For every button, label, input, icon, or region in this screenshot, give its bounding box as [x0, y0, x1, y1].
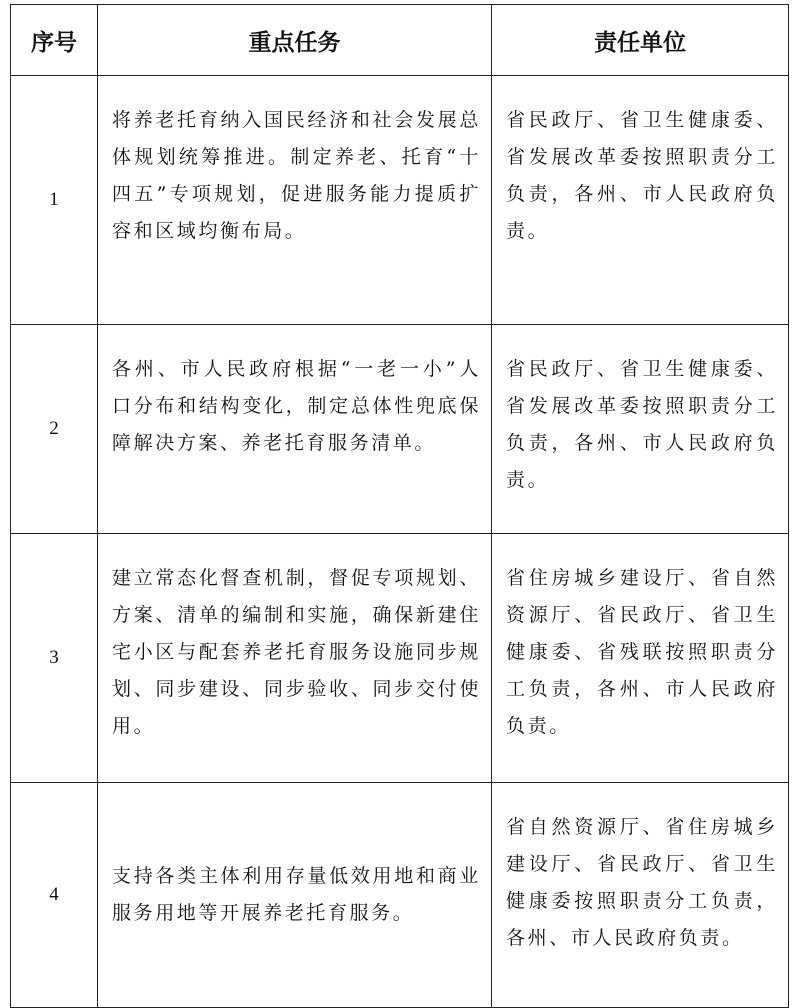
table-row — [11, 76, 789, 325]
header-task: 重点任务 — [98, 5, 492, 76]
table-header-row — [11, 5, 789, 76]
row-unit: 省民政厅、省卫生健康委、省发展改革委按照职责分工负责，各州、市人民政府负责。 — [492, 76, 789, 325]
row-number: 4 — [11, 783, 98, 1008]
row-number: 2 — [11, 325, 98, 534]
row-unit: 省民政厅、省卫生健康委、省发展改革委按照职责分工负责，各州、市人民政府负责。 — [492, 325, 789, 534]
row-number: 1 — [11, 76, 98, 325]
row-task: 各州、市人民政府根据“一老一小”人口分布和结构变化，制定总体性兜底保障解决方案、养老托育服务清单。 — [98, 325, 492, 534]
header-unit: 责任单位 — [492, 5, 789, 76]
row-task: 建立常态化督查机制，督促专项规划、方案、清单的编制和实施，确保新建住宅小区与配套养老托育服务设施同步规划、同步建设、同步验收、同步交付使用。 — [98, 534, 492, 783]
table-row — [11, 534, 789, 783]
table-row — [11, 325, 789, 534]
tasks-table — [10, 4, 789, 1008]
row-number: 3 — [11, 534, 98, 783]
row-task: 支持各类主体利用存量低效用地和商业服务用地等开展养老托育服务。 — [98, 783, 492, 1008]
row-task: 将养老托育纳入国民经济和社会发展总体规划统筹推进。制定养老、托育“十四五”专项规划，促进服务能力提质扩容和区域均衡布局。 — [98, 76, 492, 325]
header-number: 序号 — [11, 5, 98, 76]
table-row — [11, 783, 789, 1008]
row-unit: 省住房城乡建设厅、省自然资源厅、省民政厅、省卫生健康委、省残联按照职责分工负责，各州、市人民政府负责。 — [492, 534, 789, 783]
row-unit: 省自然资源厅、省住房城乡建设厅、省民政厅、省卫生健康委按照职责分工负责，各州、市人民政府负责。 — [492, 783, 789, 1008]
